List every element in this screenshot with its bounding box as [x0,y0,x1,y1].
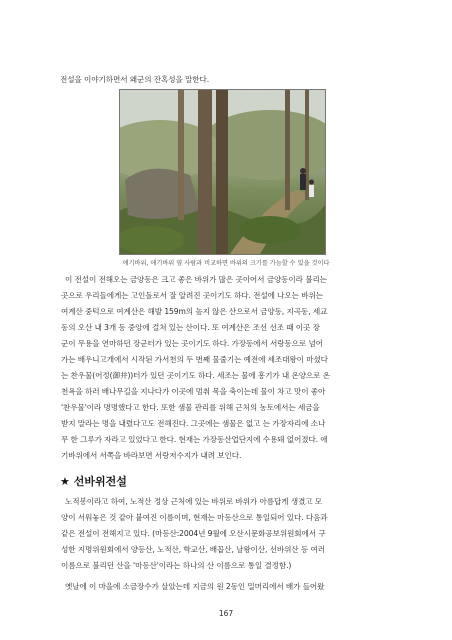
photo-caption: 애기바위, 애기바위 옆 사람과 비교하면 바위의 크기를 가늠할 수 있을 것이다 [122,260,330,267]
paragraph-line: 받지 말라는 명을 내렸다고도 전해진다. 그곳에는 샘물은 없고 는 가장자리에 소나 [61,419,326,428]
intro-sentence: 전설을 이야기하면서 왜군의 잔혹성을 말한다. [60,75,210,84]
paragraph-line: 양이 서워놓은 것 같아 붙여진 이름이며, 현재는 마등산으로 통일되어 있다. 다음과 [61,513,328,522]
paragraph-line: '찬우물'이라 명명했다고 한다. 또한 샘물 관리를 위해 근처의 농토에서는 세금을 [61,403,320,412]
paragraph-line: 천욕을 하러 배나무길을 지나다가 이곳에 멈춰 목을 축이는데 물이 차고 맛이 좋아 [61,387,326,396]
photo-aegi-bawi [119,89,326,255]
paragraph-line: 옛날에 이 마을에 소금장수가 살았는데 지금의 원 2동인 밀머리에서 배가 들어왔 [65,582,325,591]
paragraph-line: 기바위에서 서쪽을 바라보면 서랑저수지가 내려 보인다. [61,451,242,460]
paragraph-line: 동의 오산 내 3개 동 중앙에 걸쳐 있는 산이다. 또 여계산은 조선 선조 때 이곳 장 [61,323,320,332]
paragraph-line: 이름으로 불리던 산을 '마등산'이라는 하나의 산 이름으로 통일 결정함.) [61,561,292,570]
paragraph-line: 여계산 중턱으로 여계산은 해발 159m의 높지 않은 산으로서 금양동, 지곡동, 세교 [61,307,328,316]
paragraph-line: 성한 지명위원회에서 양등산, 노적산, 학교산, 배꼽산, 날왕이산, 선바위산 등 여러 [61,545,325,554]
section-title: ★ 선바위전설 [60,475,127,488]
paragraph-line: 군이 무용을 연마하던 장군터가 있는 곳이기도 하다. 가장동에서 서랑동으로 넘어 [61,339,323,348]
paragraph-line: 같은 전설이 전해지고 있다. (마등산:2004년 9월에 오산시문화공보위원회에서 구 [61,529,326,538]
photo-scene-icon [120,90,325,254]
paragraph-line: 이 전설이 전해오는 금양동은 크고 좋은 바위가 많은 곳이어서 금양동이라 불리는 [65,275,327,284]
paragraph-line: 가는 배우니고개에서 시작된 가서천의 두 번째 물줄기는 예전에 세조대왕이 마셨다 [61,355,328,364]
paragraph-line: 무 한 그루가 자라고 있었다고 한다. 현재는 가장동산업단지에 수용돼 없어졌다. 애 [61,435,328,444]
page-number: 167 [218,609,234,618]
paragraph-line: 는 찬우물(어정(御井))터가 있던 곳이기도 하다. 세조는 물에 흥기가 내 온양으로 온 [61,371,330,380]
paragraph-line: 노적봉이라고 하여, 노적산 정상 근처에 있는 바위로 바위가 아름답게 생겼고 모 [65,497,322,506]
paragraph-line: 곳으로 우리들에게는 고인돌로서 잘 알려진 곳이기도 하다. 전설에 나오는 바위는 [61,291,323,300]
